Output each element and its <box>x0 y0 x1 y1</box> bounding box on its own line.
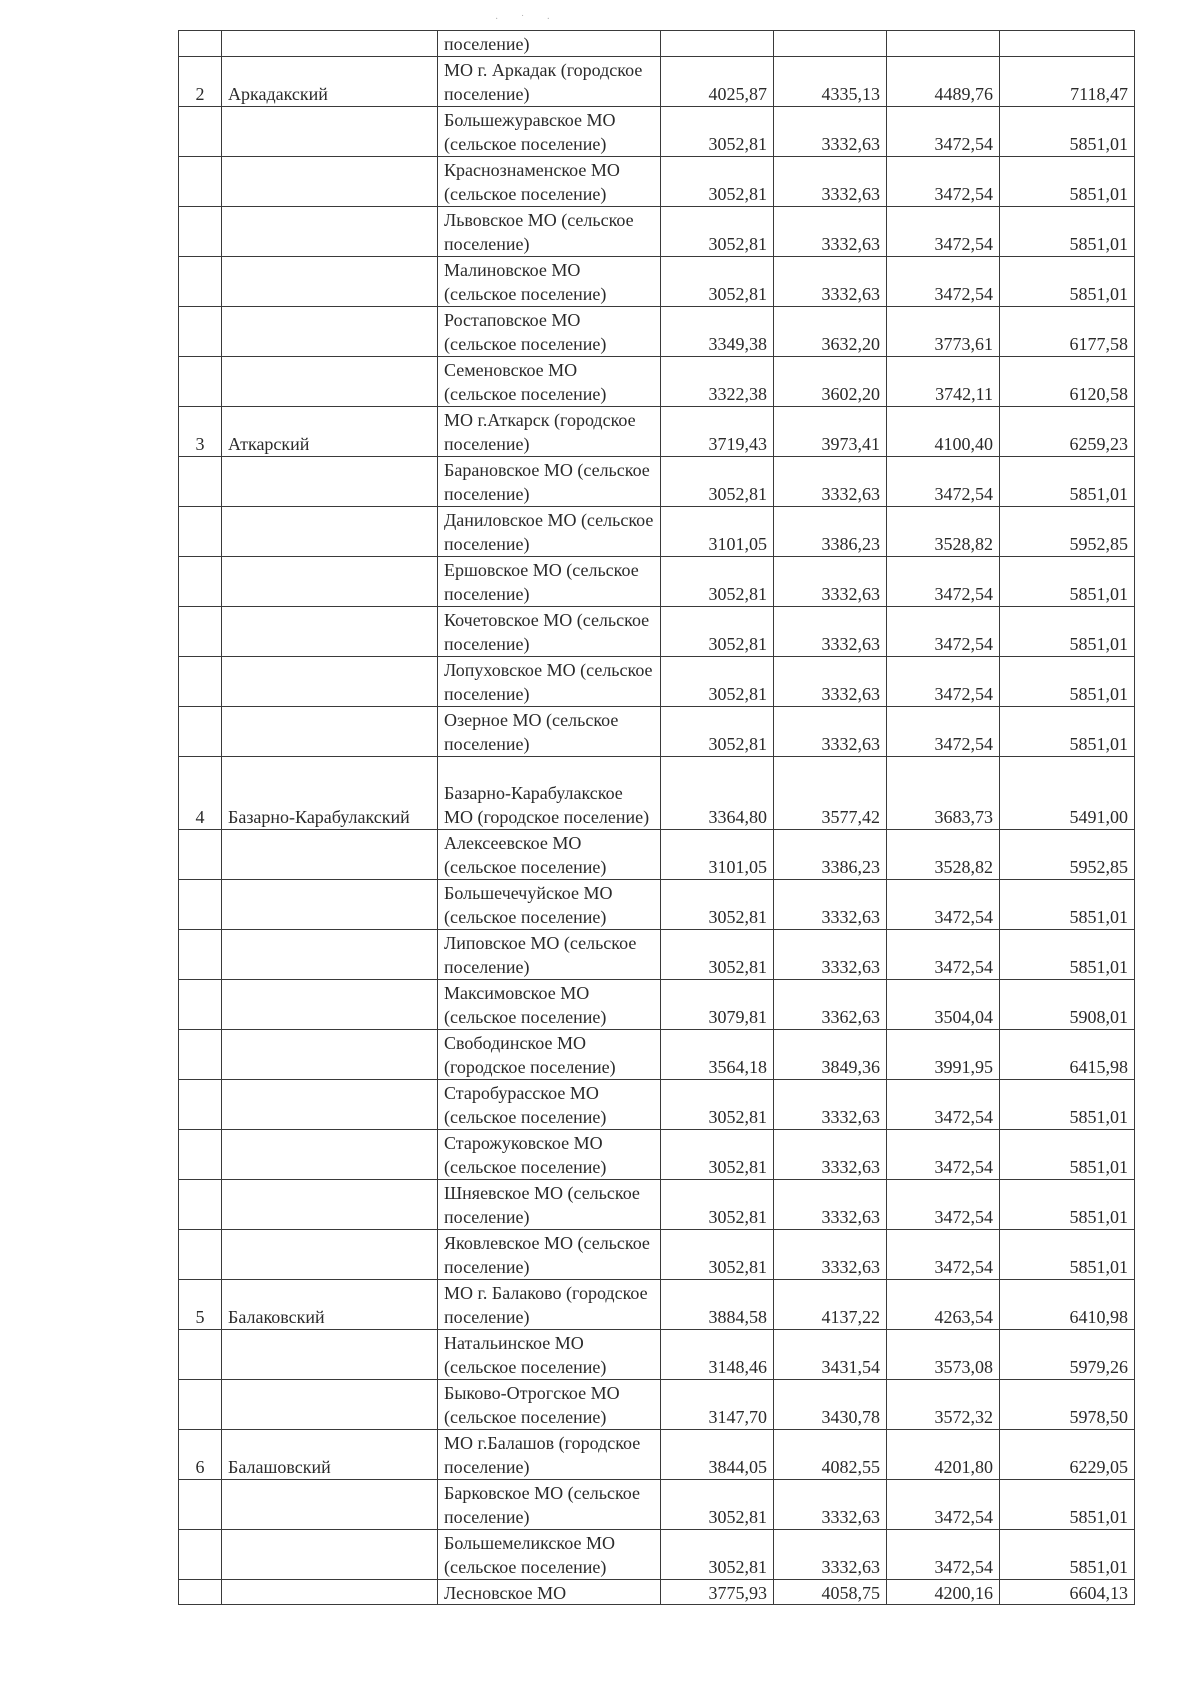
value-cell-1: 3101,05 <box>661 830 774 880</box>
value-cell-4: 5851,01 <box>1000 1180 1135 1230</box>
value-cell-2: 3632,20 <box>774 307 887 357</box>
value-cell-2: 4137,22 <box>774 1280 887 1330</box>
value-cell-1: 3322,38 <box>661 357 774 407</box>
value-cell-2: 3332,63 <box>774 1230 887 1280</box>
district-cell <box>222 207 438 257</box>
municipality-cell: Семеновское МО (сельское поселение) <box>438 357 661 407</box>
district-cell <box>222 357 438 407</box>
value-cell-1: 3052,81 <box>661 880 774 930</box>
value-cell-3: 3472,54 <box>887 880 1000 930</box>
value-cell-2: 3332,63 <box>774 257 887 307</box>
district-cell <box>222 1080 438 1130</box>
table-row <box>179 307 1135 357</box>
district-cell: Базарно-Карабулакский <box>222 757 438 830</box>
value-cell-2: 3386,23 <box>774 830 887 880</box>
table-row <box>179 457 1135 507</box>
table-row <box>179 1230 1135 1280</box>
value-cell-1: 3349,38 <box>661 307 774 357</box>
value-cell-4: 6410,98 <box>1000 1280 1135 1330</box>
row-number-cell <box>179 607 222 657</box>
value-cell-3: 3472,54 <box>887 1530 1000 1580</box>
value-cell-1: 3052,81 <box>661 257 774 307</box>
municipality-cell: Ершовское МО (сельское поселение) <box>438 557 661 607</box>
row-number-cell <box>179 307 222 357</box>
value-cell-1: 3052,81 <box>661 707 774 757</box>
value-cell-4: 5851,01 <box>1000 707 1135 757</box>
table-row <box>179 57 1135 107</box>
municipality-cell: Старожуковское МО (сельское поселение) <box>438 1130 661 1180</box>
district-cell <box>222 1530 438 1580</box>
table-row <box>179 157 1135 207</box>
district-cell <box>222 1180 438 1230</box>
value-cell-4: 5851,01 <box>1000 657 1135 707</box>
value-cell-2: 3332,63 <box>774 607 887 657</box>
value-cell-4: 7118,47 <box>1000 57 1135 107</box>
value-cell-3: 3472,54 <box>887 707 1000 757</box>
district-cell <box>222 307 438 357</box>
value-cell-3: 3472,54 <box>887 1230 1000 1280</box>
district-cell <box>222 880 438 930</box>
value-cell-4: 5851,01 <box>1000 457 1135 507</box>
value-cell-4: 5851,01 <box>1000 880 1135 930</box>
value-cell-4: 5952,85 <box>1000 507 1135 557</box>
value-cell-3: 3472,54 <box>887 107 1000 157</box>
value-cell-2: 3332,63 <box>774 707 887 757</box>
municipality-cell: Озерное МО (сельское поселение) <box>438 707 661 757</box>
district-cell <box>222 557 438 607</box>
value-cell-2: 3332,63 <box>774 1080 887 1130</box>
value-cell-1: 3148,46 <box>661 1330 774 1380</box>
value-cell-2: 3577,42 <box>774 757 887 830</box>
table-row <box>179 107 1135 157</box>
row-number-cell: 4 <box>179 757 222 830</box>
district-cell <box>222 1330 438 1380</box>
table-row <box>179 707 1135 757</box>
district-cell <box>222 157 438 207</box>
value-cell-4: 5851,01 <box>1000 1230 1135 1280</box>
municipality-cell: МО г. Аркадак (городское поселение) <box>438 57 661 107</box>
table-row <box>179 980 1135 1030</box>
value-cell-2: 3362,63 <box>774 980 887 1030</box>
value-cell-3: 3472,54 <box>887 157 1000 207</box>
row-number-cell <box>179 1380 222 1430</box>
value-cell-2: 4058,75 <box>774 1580 887 1605</box>
municipality-cell: Львовское МО (сельское поселение) <box>438 207 661 257</box>
table-row <box>179 507 1135 557</box>
value-cell-1: 3052,81 <box>661 1530 774 1580</box>
value-cell-4: 6177,58 <box>1000 307 1135 357</box>
value-cell-2 <box>774 31 887 57</box>
value-cell-3: 4201,80 <box>887 1430 1000 1480</box>
value-cell-1: 3052,81 <box>661 207 774 257</box>
row-number-cell: 2 <box>179 57 222 107</box>
row-number-cell: 3 <box>179 407 222 457</box>
value-cell-3: 4489,76 <box>887 57 1000 107</box>
row-number-cell <box>179 357 222 407</box>
row-number-cell <box>179 1580 222 1605</box>
value-cell-3: 3472,54 <box>887 207 1000 257</box>
value-cell-3: 3472,54 <box>887 557 1000 607</box>
value-cell-4: 6604,13 <box>1000 1580 1135 1605</box>
table-row <box>179 557 1135 607</box>
value-cell-4: 6259,23 <box>1000 407 1135 457</box>
municipality-cell: Барковское МО (сельское поселение) <box>438 1480 661 1530</box>
value-cell-1: 3101,05 <box>661 507 774 557</box>
value-cell-2: 3332,63 <box>774 1530 887 1580</box>
value-cell-1: 3052,81 <box>661 1480 774 1530</box>
district-cell <box>222 31 438 57</box>
value-cell-2: 3332,63 <box>774 107 887 157</box>
table-row <box>179 1480 1135 1530</box>
value-cell-1: 4025,87 <box>661 57 774 107</box>
value-cell-1: 3052,81 <box>661 607 774 657</box>
row-number-cell <box>179 157 222 207</box>
value-cell-2: 3386,23 <box>774 507 887 557</box>
municipality-cell: МО г.Балашов (городское поселение) <box>438 1430 661 1480</box>
value-cell-2: 3332,63 <box>774 880 887 930</box>
value-cell-4: 5851,01 <box>1000 207 1135 257</box>
municipality-cell: Максимовское МО (сельское поселение) <box>438 980 661 1030</box>
table-row <box>179 1530 1135 1580</box>
value-cell-2: 3431,54 <box>774 1330 887 1380</box>
value-cell-4: 6415,98 <box>1000 1030 1135 1080</box>
row-number-cell: 6 <box>179 1430 222 1480</box>
scan-marks: · ˙ · <box>495 14 560 25</box>
value-cell-4: 5851,01 <box>1000 1080 1135 1130</box>
value-cell-3: 3528,82 <box>887 830 1000 880</box>
row-number-cell <box>179 707 222 757</box>
row-number-cell <box>179 507 222 557</box>
municipality-cell: Ростаповское МО (сельское поселение) <box>438 307 661 357</box>
value-cell-4: 5908,01 <box>1000 980 1135 1030</box>
value-cell-1: 3052,81 <box>661 107 774 157</box>
value-cell-3: 3472,54 <box>887 607 1000 657</box>
table-row <box>179 757 1135 830</box>
municipality-cell: Алексеевское МО (сельское поселение) <box>438 830 661 880</box>
table-row <box>179 1430 1135 1480</box>
row-number-cell: 5 <box>179 1280 222 1330</box>
value-cell-2: 3332,63 <box>774 157 887 207</box>
municipality-cell: Лесновское МО <box>438 1580 661 1605</box>
district-cell <box>222 257 438 307</box>
value-cell-3: 3773,61 <box>887 307 1000 357</box>
value-cell-1: 3052,81 <box>661 557 774 607</box>
value-cell-1 <box>661 31 774 57</box>
municipality-cell: Краснознаменское МО (сельское поселение) <box>438 157 661 207</box>
value-cell-1: 3079,81 <box>661 980 774 1030</box>
value-cell-3: 4100,40 <box>887 407 1000 457</box>
district-cell <box>222 830 438 880</box>
municipality-cell: МО г.Аткарск (городское поселение) <box>438 407 661 457</box>
table-row <box>179 1280 1135 1330</box>
value-cell-1: 3052,81 <box>661 457 774 507</box>
value-cell-2: 4335,13 <box>774 57 887 107</box>
value-cell-1: 3052,81 <box>661 657 774 707</box>
value-cell-2: 3332,63 <box>774 207 887 257</box>
value-cell-3: 4263,54 <box>887 1280 1000 1330</box>
value-cell-4: 5851,01 <box>1000 557 1135 607</box>
value-cell-4: 5978,50 <box>1000 1380 1135 1430</box>
row-number-cell <box>179 880 222 930</box>
value-cell-1: 3052,81 <box>661 1080 774 1130</box>
table-row <box>179 657 1135 707</box>
value-cell-4: 5491,00 <box>1000 757 1135 830</box>
value-cell-4: 5979,26 <box>1000 1330 1135 1380</box>
row-number-cell <box>179 1080 222 1130</box>
value-cell-2: 3332,63 <box>774 1180 887 1230</box>
value-cell-3: 3572,32 <box>887 1380 1000 1430</box>
district-cell: Балашовский <box>222 1430 438 1480</box>
table-row <box>179 830 1135 880</box>
row-number-cell <box>179 930 222 980</box>
value-cell-4: 6229,05 <box>1000 1430 1135 1480</box>
row-number-cell <box>179 1180 222 1230</box>
municipality-cell: Базарно-Карабулакское МО (городское поселение) <box>438 757 661 830</box>
district-cell <box>222 107 438 157</box>
value-cell-2: 3602,20 <box>774 357 887 407</box>
row-number-cell <box>179 830 222 880</box>
municipality-cell: Шняевское МО (сельское поселение) <box>438 1180 661 1230</box>
value-cell-2: 3430,78 <box>774 1380 887 1430</box>
value-cell-1: 3364,80 <box>661 757 774 830</box>
value-cell-2: 3332,63 <box>774 1480 887 1530</box>
district-cell <box>222 980 438 1030</box>
municipality-cell: Большечечуйское МО (сельское поселение) <box>438 880 661 930</box>
value-cell-4: 5851,01 <box>1000 1530 1135 1580</box>
table-row <box>179 1380 1135 1430</box>
district-cell <box>222 657 438 707</box>
value-cell-2: 3332,63 <box>774 457 887 507</box>
value-cell-3 <box>887 31 1000 57</box>
value-cell-1: 3147,70 <box>661 1380 774 1430</box>
municipality-cell: Большежуравское МО (сельское поселение) <box>438 107 661 157</box>
value-cell-3: 3683,73 <box>887 757 1000 830</box>
district-cell <box>222 930 438 980</box>
value-cell-1: 3052,81 <box>661 1230 774 1280</box>
district-cell <box>222 1230 438 1280</box>
value-cell-1: 3884,58 <box>661 1280 774 1330</box>
value-cell-4: 5952,85 <box>1000 830 1135 880</box>
value-cell-3: 3472,54 <box>887 1130 1000 1180</box>
district-cell <box>222 457 438 507</box>
table-row <box>179 1330 1135 1380</box>
value-cell-4: 5851,01 <box>1000 1130 1135 1180</box>
value-cell-3: 3528,82 <box>887 507 1000 557</box>
value-cell-3: 3472,54 <box>887 1480 1000 1530</box>
value-cell-3: 3472,54 <box>887 657 1000 707</box>
value-cell-1: 3844,05 <box>661 1430 774 1480</box>
municipality-cell: Даниловское МО (сельское поселение) <box>438 507 661 557</box>
value-cell-1: 3052,81 <box>661 1180 774 1230</box>
district-cell: Балаковский <box>222 1280 438 1330</box>
municipality-cell: Лопуховское МО (сельское поселение) <box>438 657 661 707</box>
value-cell-1: 3719,43 <box>661 407 774 457</box>
municipality-cell: Липовское МО (сельское поселение) <box>438 930 661 980</box>
row-number-cell <box>179 657 222 707</box>
table-row <box>179 880 1135 930</box>
value-cell-3: 4200,16 <box>887 1580 1000 1605</box>
municipality-cell: Натальинское МО (сельское поселение) <box>438 1330 661 1380</box>
row-number-cell <box>179 207 222 257</box>
table-row <box>179 357 1135 407</box>
municipality-cell: Старобурасское МО (сельское поселение) <box>438 1080 661 1130</box>
table-row <box>179 607 1135 657</box>
district-cell <box>222 507 438 557</box>
municipality-cell: Быково-Отрогское МО (сельское поселение) <box>438 1380 661 1430</box>
municipality-cell: Яковлевское МО (сельское поселение) <box>438 1230 661 1280</box>
table-body <box>179 31 1135 1605</box>
district-cell: Аркадакский <box>222 57 438 107</box>
value-cell-2: 3332,63 <box>774 557 887 607</box>
value-cell-3: 3472,54 <box>887 1080 1000 1130</box>
row-number-cell <box>179 257 222 307</box>
municipality-cell: Барановское МО (сельское поселение) <box>438 457 661 507</box>
municipality-cell: МО г. Балаково (городское поселение) <box>438 1280 661 1330</box>
value-cell-4: 5851,01 <box>1000 157 1135 207</box>
district-cell <box>222 1580 438 1605</box>
row-number-cell <box>179 457 222 507</box>
value-cell-1: 3052,81 <box>661 157 774 207</box>
value-cell-3: 3472,54 <box>887 1180 1000 1230</box>
district-cell <box>222 607 438 657</box>
table-row <box>179 930 1135 980</box>
row-number-cell <box>179 1480 222 1530</box>
table-row <box>179 1180 1135 1230</box>
value-cell-4: 5851,01 <box>1000 107 1135 157</box>
table-row <box>179 1580 1135 1605</box>
row-number-cell <box>179 1330 222 1380</box>
municipality-cell: поселение) <box>438 31 661 57</box>
municipality-cell: Большемеликское МО (сельское поселение) <box>438 1530 661 1580</box>
municipality-cell: Малиновское МО (сельское поселение) <box>438 257 661 307</box>
value-cell-1: 3052,81 <box>661 930 774 980</box>
value-cell-1: 3564,18 <box>661 1030 774 1080</box>
value-cell-2: 3973,41 <box>774 407 887 457</box>
row-number-cell <box>179 107 222 157</box>
value-cell-3: 3472,54 <box>887 930 1000 980</box>
district-cell: Аткарский <box>222 407 438 457</box>
value-cell-3: 3472,54 <box>887 257 1000 307</box>
value-cell-1: 3775,93 <box>661 1580 774 1605</box>
district-cell <box>222 1480 438 1530</box>
table-row <box>179 1030 1135 1080</box>
municipality-cell: Свободинское МО (городское поселение) <box>438 1030 661 1080</box>
table-row <box>179 207 1135 257</box>
table-row-continuation <box>179 31 1135 57</box>
table-row <box>179 257 1135 307</box>
value-cell-3: 3991,95 <box>887 1030 1000 1080</box>
district-cell <box>222 1030 438 1080</box>
row-number-cell <box>179 1530 222 1580</box>
value-cell-4: 5851,01 <box>1000 607 1135 657</box>
table-row <box>179 1080 1135 1130</box>
value-cell-2: 3332,63 <box>774 1130 887 1180</box>
value-cell-2: 3332,63 <box>774 657 887 707</box>
table-row <box>179 407 1135 457</box>
value-cell-1: 3052,81 <box>661 1130 774 1180</box>
row-number-cell <box>179 1130 222 1180</box>
table-row <box>179 1130 1135 1180</box>
row-number-cell <box>179 980 222 1030</box>
value-cell-4 <box>1000 31 1135 57</box>
district-cell <box>222 707 438 757</box>
row-number-cell <box>179 1230 222 1280</box>
value-cell-4: 5851,01 <box>1000 1480 1135 1530</box>
value-cell-3: 3573,08 <box>887 1330 1000 1380</box>
value-cell-3: 3472,54 <box>887 457 1000 507</box>
value-cell-2: 3849,36 <box>774 1030 887 1080</box>
district-cell <box>222 1380 438 1430</box>
value-cell-4: 5851,01 <box>1000 930 1135 980</box>
row-number-cell <box>179 557 222 607</box>
value-cell-2: 4082,55 <box>774 1430 887 1480</box>
value-cell-2: 3332,63 <box>774 930 887 980</box>
tariff-table <box>178 30 1135 1605</box>
value-cell-3: 3504,04 <box>887 980 1000 1030</box>
value-cell-4: 5851,01 <box>1000 257 1135 307</box>
row-number-cell <box>179 1030 222 1080</box>
municipality-cell: Кочетовское МО (сельское поселение) <box>438 607 661 657</box>
value-cell-4: 6120,58 <box>1000 357 1135 407</box>
row-number-cell <box>179 31 222 57</box>
district-cell <box>222 1130 438 1180</box>
value-cell-3: 3742,11 <box>887 357 1000 407</box>
